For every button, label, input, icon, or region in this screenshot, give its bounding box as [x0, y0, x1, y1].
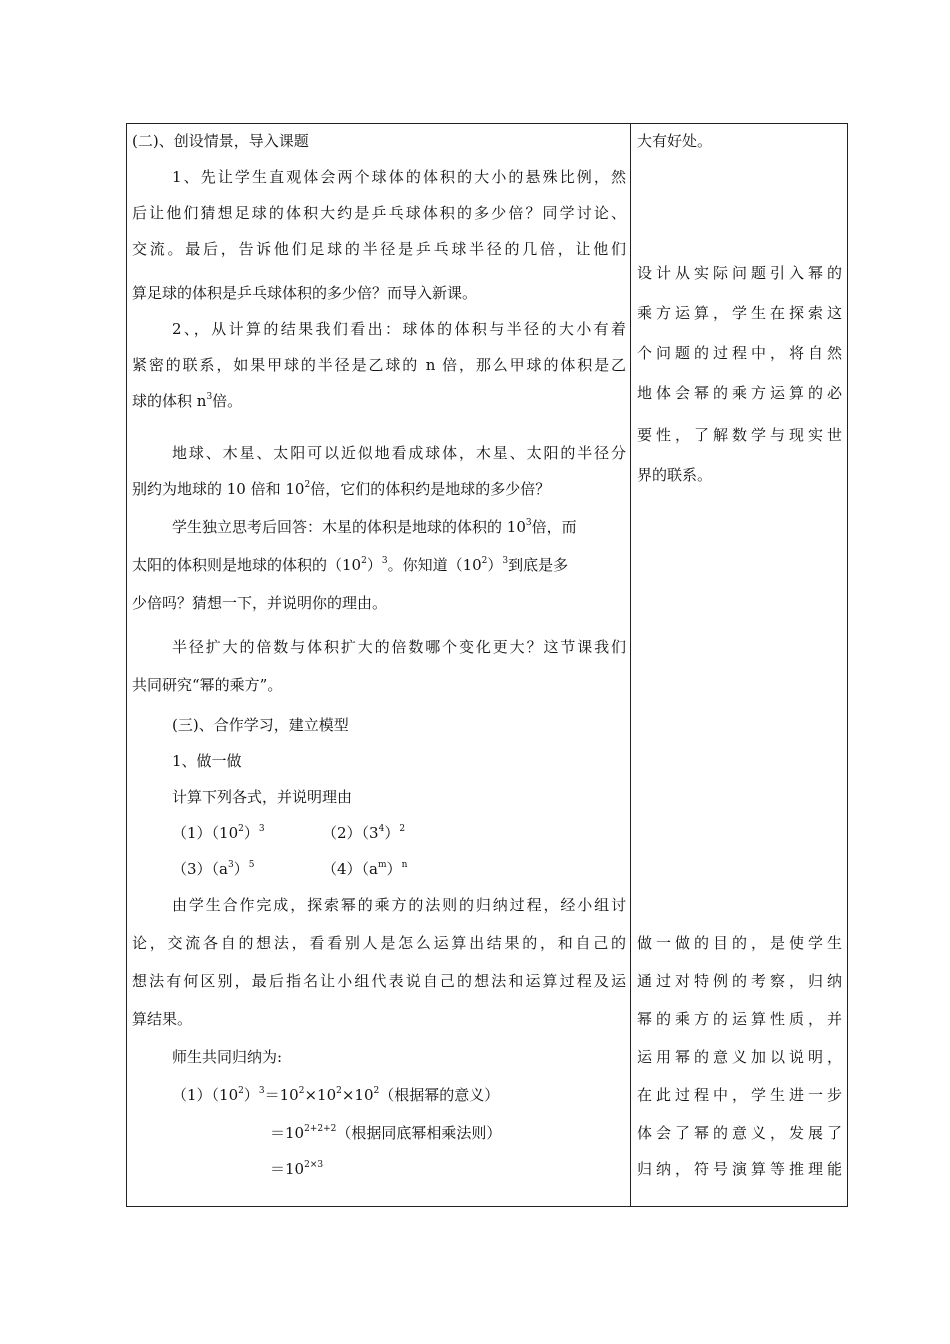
paragraph-line: 地球、木星、太阳可以近似地看成球体，木星、太阳的半径分: [172, 444, 626, 462]
text-span: ）: [386, 860, 402, 878]
equation-line: [270, 1159, 323, 1179]
column-divider: [630, 123, 631, 1207]
exercise-item: [172, 859, 254, 879]
note-line: 地体会幂的乘方运算的必: [637, 384, 842, 402]
superscript: 4: [378, 824, 385, 834]
superscript: 2: [399, 824, 406, 834]
paragraph-line: 交流。最后，告诉他们足球的半径是乒乓球半径的几倍，让他们: [132, 240, 626, 258]
text-span: 倍。: [212, 392, 243, 410]
text-span: ＝10: [264, 1086, 299, 1104]
paragraph-line: 计算下列各式，并说明理由: [172, 788, 353, 806]
paragraph-line: 想法有何区别，最后指名让小组代表说自己的想法和运算过程及运: [132, 972, 626, 990]
superscript: 3: [258, 1086, 265, 1096]
paragraph-line: [132, 391, 242, 411]
text-span: ）: [243, 1086, 259, 1104]
note-line: 要性，了解数学与现实世: [637, 426, 842, 444]
paragraph-line: 算结果。: [132, 1010, 193, 1028]
note-line: 通过对特例的考察，归纳: [637, 972, 842, 990]
paragraph-line: 共同研究“幂的乘方”。: [132, 676, 283, 694]
superscript: 2: [361, 556, 367, 566]
note-line: 乘方运算，学生在探索这: [637, 304, 842, 322]
superscript: 3: [525, 518, 532, 528]
paragraph-line: 算足球的体积是乒乓球体积的多少倍？而导入新课。: [132, 284, 478, 302]
section-heading: (三)、合作学习，建立模型: [172, 716, 349, 734]
text-span: ）: [366, 556, 382, 574]
text-span: 到底是多: [508, 556, 569, 574]
text-span: ×10: [341, 1086, 374, 1104]
superscript: 3: [258, 824, 265, 834]
superscript: 3: [228, 860, 234, 870]
superscript: 5: [248, 860, 255, 870]
superscript: 2+2+2: [304, 1124, 337, 1134]
text-span: 别约为地球的 10 倍和 10: [132, 480, 305, 498]
text-span: ）: [487, 556, 503, 574]
superscript: 3: [502, 556, 509, 566]
text-span: 太阳的体积则是地球的体积的（10: [132, 556, 362, 574]
text-span: 球的体积 n: [132, 392, 207, 410]
text-span: （3）（a: [172, 860, 228, 878]
paragraph-line: 紧密的联系，如果甲球的半径是乙球的 n 倍，那么甲球的体积是乙: [132, 356, 626, 374]
paragraph-line: 论，交流各自的想法，看看别人是怎么运算出结果的，和自己的: [132, 934, 626, 952]
text-span: （根据幂的意义）: [379, 1086, 500, 1104]
exercise-item: [172, 823, 265, 843]
text-span: 倍，它们的体积约是地球的多少倍？: [310, 480, 551, 498]
subsection-heading: 1、做一做: [172, 752, 242, 770]
superscript: 2: [238, 1086, 244, 1096]
note-line: 体会了幂的意义，发展了: [637, 1124, 842, 1142]
text-span: ×10: [304, 1086, 337, 1104]
superscript: 2: [373, 1086, 380, 1096]
text-span: （4）（a: [322, 860, 378, 878]
note-line: 设计从实际问题引入幂的: [637, 264, 842, 282]
text-span: （根据同底幂相乘法则）: [336, 1124, 502, 1142]
equation-line: [270, 1123, 501, 1143]
text-span: ＝10: [270, 1160, 305, 1178]
superscript: 2: [238, 824, 244, 834]
section-heading: (二)、创设情景，导入课题: [132, 132, 309, 150]
exercise-item: [322, 823, 405, 843]
superscript: m: [378, 860, 387, 870]
note-line: 归纳，符号演算等推理能: [637, 1160, 842, 1178]
paragraph-line: [172, 517, 577, 537]
text-span: （2）（3: [322, 824, 379, 842]
paragraph-line: 1、先让学生直观体会两个球体的体积的大小的悬殊比例，然: [172, 168, 626, 186]
note-line: 运用幂的意义加以说明，: [637, 1048, 842, 1066]
paragraph-line: 半径扩大的倍数与体积扩大的倍数哪个变化更大？这节课我们: [172, 638, 626, 656]
superscript: n: [401, 860, 408, 870]
superscript: 3: [381, 556, 388, 566]
superscript: 2: [481, 556, 488, 566]
superscript: 3: [206, 392, 213, 402]
superscript: 2: [298, 1086, 305, 1096]
text-span: 倍，而: [531, 518, 577, 536]
text-span: 。你知道（10: [387, 556, 482, 574]
note-line: 在此过程中，学生进一步: [637, 1086, 842, 1104]
superscript: 2: [336, 1086, 342, 1096]
paragraph-line: 师生共同归纳为:: [172, 1048, 283, 1066]
text-span: ＝10: [270, 1124, 305, 1142]
paragraph-line: 少倍吗？猜想一下，并说明你的理由。: [132, 594, 388, 612]
text-span: ）: [233, 860, 249, 878]
equation-line: [172, 1085, 499, 1105]
text-span: （1）（10: [172, 824, 239, 842]
text-span: 学生独立思考后回答：木星的体积是地球的体积的 10: [172, 518, 526, 536]
note-line: 个问题的过程中，将自然: [637, 344, 842, 362]
text-span: ）: [243, 824, 259, 842]
note-line: 做一做的目的，是使学生: [637, 934, 842, 952]
text-span: （1）（10: [172, 1086, 239, 1104]
note-line: 幂的乘方的运算性质，并: [637, 1010, 842, 1028]
paragraph-line: 后让他们猜想足球的体积大约是乒乓球体积的多少倍？同学讨论、: [132, 204, 626, 222]
note-line: 大有好处。: [637, 132, 713, 150]
paragraph-line: 2、，从计算的结果我们看出：球体的体积与半径的大小有着: [172, 320, 626, 338]
superscript: 2: [304, 480, 311, 490]
paragraph-line: [132, 555, 568, 575]
paragraph-line: [132, 479, 550, 499]
text-span: ）: [384, 824, 400, 842]
note-line: 界的联系。: [637, 466, 713, 484]
paragraph-line: 由学生合作完成，探索幂的乘方的法则的归纳过程，经小组讨: [172, 896, 626, 914]
superscript: 2×3: [304, 1160, 324, 1170]
exercise-item: [322, 859, 407, 879]
